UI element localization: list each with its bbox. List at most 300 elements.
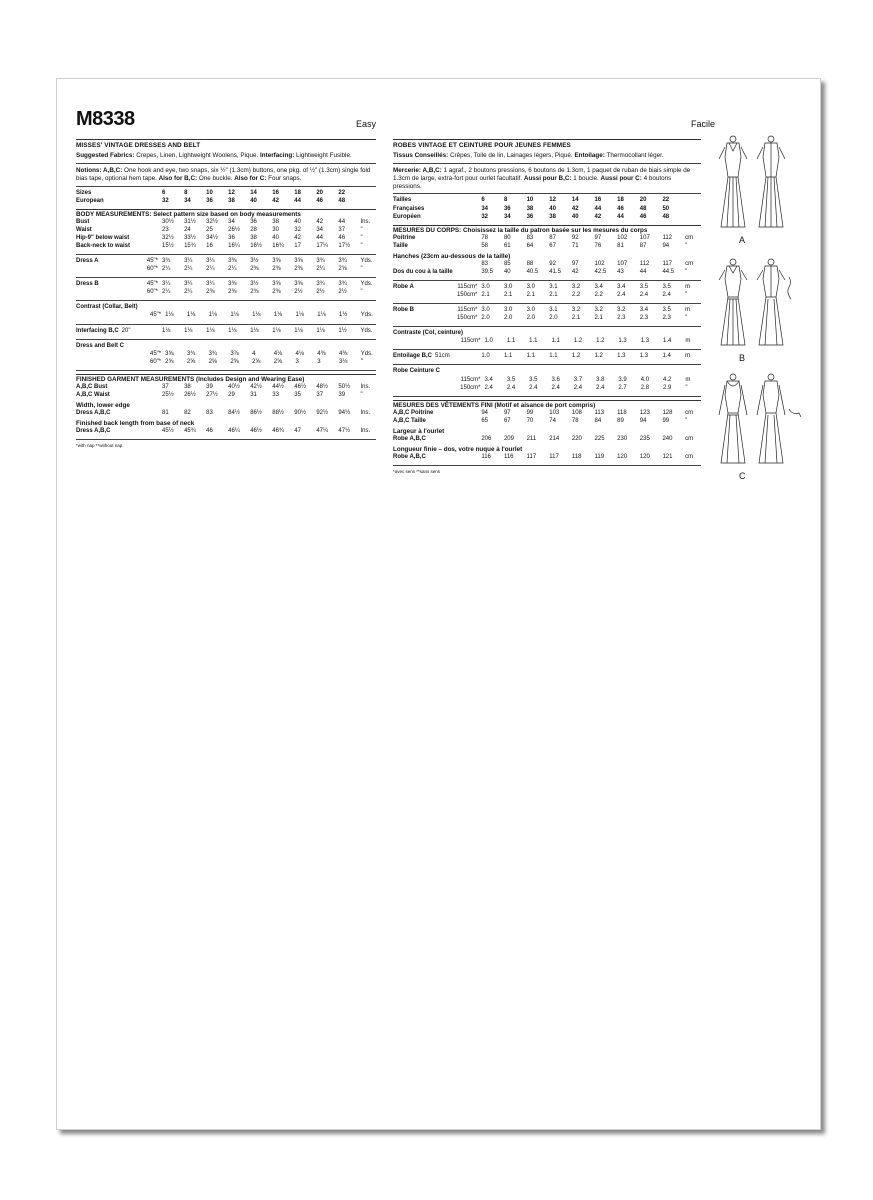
value-cell: 2.8 [640,384,650,391]
value-cell: 3.6 [551,376,560,383]
value-cell: 10 [206,189,213,196]
value-cell: 2.1 [549,291,558,298]
value-cell: 38 [184,383,191,390]
value-cell: 3⅝ [272,258,281,264]
value-cell: 230 [617,435,628,442]
value-cell: 121 [662,453,673,460]
value-cell: 112 [662,234,673,241]
value-cell: 2.4 [506,384,516,391]
value-cell: 3.4 [594,283,603,290]
value-cell: 4 [252,350,256,357]
body-measurements-table [76,219,376,251]
table-row [393,377,701,385]
table-row [76,343,376,351]
tissus-conseilles: Tissus Conseillés: Crêpes, Toile de lin, Lainages légers, Piqué. Entoilage: Thermocollant léger. [393,152,664,159]
value-cell: 40 [294,218,301,225]
value-cell: 2.3 [662,315,671,322]
dress-b-front-sketch [719,259,747,345]
length-table [76,428,376,436]
row-label [393,307,481,315]
table-row [393,261,701,269]
row-label: Dos du cou à la taille [393,268,453,275]
dress-sketches [705,127,815,527]
table-row [76,227,376,235]
unit-cell: " [685,268,688,275]
value-cell: 1.4 [662,353,671,360]
value-cell: 3.0 [481,307,490,313]
table-row [76,328,376,336]
value-cell: 12 [228,189,235,196]
value-cell: 58 [481,242,488,249]
table-row [76,289,376,297]
value-cell: 2.1 [594,315,603,322]
value-cell: 1.0 [481,353,490,360]
unit-cell: " [360,242,363,249]
table-row [393,410,701,418]
unit-cell [685,206,701,214]
value-cell: 32 [294,226,301,233]
yardage-label: Dress A [76,258,99,264]
value-cell: 123 [639,409,650,416]
unit-cell: " [360,226,363,233]
value-cell: 26½ [228,226,240,233]
value-cell: 2⅝ [208,358,217,365]
value-cell: 102 [617,234,628,241]
value-cell: 46½ [294,383,306,390]
value-cell: 37 [338,226,346,233]
value-cell: 3.1 [549,307,558,313]
table-row [76,351,376,359]
value-cell: 97 [571,260,579,267]
value-cell: 1.1 [526,353,535,360]
view-label-b: B [739,353,746,363]
value-cell: 2.0 [481,315,490,322]
suggested-fabrics: Suggested Fabrics: Crepes, Linen, Lightweight Woolens, Pique. Interfacing: Lightweight Fusible. [76,152,352,159]
divider [76,277,376,278]
unit-cell: " [360,391,363,398]
english-column [76,79,376,449]
row-label: Européen [393,213,421,220]
value-cell: 1⅛ [272,327,281,334]
value-cell: 94 [662,242,670,249]
value-cell: 3⅝ [294,281,303,288]
value-cell: 4.2 [663,376,672,383]
table-row [393,243,701,251]
dress-a-front-sketch [719,136,747,227]
value-cell: 26½ [184,391,196,398]
value-cell: 2.4 [529,384,538,391]
value-cell: 34 [503,213,511,220]
value-cell: 48 [662,213,670,220]
value-cell: 1.3 [618,338,627,345]
value-cell: 42 [294,234,301,241]
yardage-table [76,258,376,274]
table-row [76,243,376,251]
value-cell: 120 [639,453,650,460]
value-cell: 46 [639,213,647,220]
value-cell: 2⅝ [186,358,196,365]
unit-cell: " [685,315,688,322]
value-cell: 23 [162,226,169,233]
value-cell: 2¼ [162,266,171,273]
value-cell: 3.8 [596,376,605,383]
value-cell: 2⅝ [165,358,174,365]
table-row [76,281,376,289]
value-cell: 2¼ [162,289,171,296]
value-cell: 1⅛ [208,312,217,319]
unit-cell: " [685,242,688,249]
yardage-label: Contrast (Collar, Belt) [76,304,138,311]
value-cell: 46 [206,427,213,434]
value-cell: 3 [295,358,299,365]
unit-cell: Yds. [360,350,373,357]
value-cell: 44 [316,234,324,241]
value-cell: 64 [526,242,534,249]
table-row [393,315,701,323]
value-cell: 39 [338,391,346,398]
table-row [393,292,701,300]
row-label: Dress A,B,C [76,427,111,434]
value-cell: 16¾ [272,242,284,249]
value-cell: 118 [571,453,582,460]
width-label: 45"* [146,281,159,288]
table-row [393,307,701,315]
value-cell: 20 [639,197,647,204]
value-cell: 3.0 [503,307,513,313]
value-cell: 42½ [250,383,262,390]
row-label: A,B,C Bust [76,383,108,390]
value-cell: 3.9 [618,376,627,383]
value-cell: 94½ [338,409,351,416]
value-cell: 2.4 [596,384,605,391]
value-cell: 3.2 [617,307,626,313]
unit-cell: cm [685,409,694,416]
value-cell: 2.4 [662,291,671,298]
value-cell: 44 [639,268,647,275]
dress-a-back-sketch [757,136,785,227]
value-cell: 1.0 [484,338,493,345]
value-cell: 117 [662,260,673,267]
value-cell: 2¼ [228,266,237,273]
value-cell: 2⅜ [206,289,215,296]
table-row [76,384,376,392]
value-cell: 18 [617,197,624,204]
value-cell: 3¾ [208,350,217,357]
unit-cell: Yds. [360,312,373,319]
finished-title: FINISHED GARMENT MEASUREMENTS (Includes Design and Wearing Ease) [76,374,376,384]
value-cell: 3.4 [484,376,493,383]
unit-cell [685,197,701,205]
value-cell: 92 [571,234,579,241]
value-cell: 97 [503,409,511,416]
value-cell: 3⅛ [339,358,348,365]
value-cell: 4⅛ [295,350,304,357]
table-row [76,304,376,312]
value-cell: 214 [549,435,560,442]
value-cell: 32 [481,213,488,220]
value-cell: 2.2 [571,291,581,298]
french-title: ROBES VINTAGE ET CEINTURE POUR JEUNES FEMMES [393,139,701,150]
value-cell: 28 [250,226,257,233]
width-label: 45"* [146,258,159,264]
finished-title-fr: MESURES DES VÊTEMENTS FINI (Motif et aisance de port compris) [393,400,701,410]
value-cell: 40 [272,234,279,241]
value-cell: 2.1 [571,315,581,322]
value-cell: 14 [250,189,257,196]
table-row [393,418,701,426]
footnote: *with nap **without nap [76,442,123,448]
value-cell: 1.4 [663,338,672,345]
unit-cell: cm [685,453,694,460]
value-cell: 1⅛ [252,312,261,319]
value-cell: 2.1 [526,291,535,298]
body-measurements-table-fr [393,235,701,251]
value-cell: 80 [503,234,511,241]
body-measurements-title-fr: MESURES DU CORPS: Choisissez la taille du patron basée sur les mesures du corps [393,225,701,235]
value-cell: 3.0 [526,307,535,313]
footnote-fr: *avec sens **sans sens [393,468,441,474]
yardage-table [393,368,701,392]
value-cell: 3¼ [206,281,215,288]
unit-cell: m [685,283,691,290]
value-cell: 16 [594,197,602,204]
value-cell: 36 [206,197,213,204]
value-cell: 20 [316,189,324,196]
value-cell: 112 [639,260,650,267]
row-label: Taille [393,242,408,249]
table-row [76,359,376,367]
table-row [76,312,376,320]
value-cell: 50½ [338,383,351,390]
value-cell: 70 [526,417,534,424]
value-cell: 4⅜ [339,350,348,357]
value-cell: 46 [316,197,324,204]
row-label [393,284,481,292]
pattern-number: M8338 [76,108,135,130]
divider [393,349,701,350]
value-cell: 34 [316,226,324,233]
value-cell: 45¾ [184,427,196,434]
value-cell: 88 [526,260,534,267]
yardage-width: 51cm [435,353,450,360]
row-label [393,385,485,393]
value-cell: 83 [206,409,213,416]
value-cell: 16½ [250,242,262,249]
value-cell: 61 [503,242,511,249]
value-cell: 2.0 [549,315,558,322]
unit-cell: " [360,234,363,241]
value-cell: 1⅛ [186,312,196,319]
value-cell: 40 [250,197,257,204]
value-cell: 42 [571,205,579,212]
value-cell: 107 [617,260,628,267]
value-cell: 3⅝ [272,281,281,288]
value-cell: 3.5 [506,376,516,383]
value-cell: 32 [162,197,169,204]
value-cell: 15½ [162,242,174,249]
value-cell: 87 [549,234,556,241]
value-cell: 34 [228,218,235,225]
value-cell: 46 [617,205,624,212]
value-cell: 225 [594,435,605,442]
value-cell: 3.4 [639,307,649,313]
width-table [76,410,376,418]
value-cell: 36 [228,234,235,241]
french-column [393,79,715,474]
value-cell: 4⅜ [317,350,326,357]
value-cell: 2.3 [639,315,649,322]
value-cell: 1½ [339,312,348,319]
value-cell: 48 [639,205,647,212]
value-cell: 1⅛ [295,312,304,319]
size-table-fr [393,197,701,221]
row-label [393,353,481,361]
value-cell: 2⅜ [228,289,237,296]
value-cell: 86½ [250,409,262,416]
value-cell: 3⅜ [228,281,237,288]
value-cell: 18 [294,189,301,196]
value-cell: 1⅛ [165,312,174,319]
width-label: 60"* [146,289,159,296]
value-cell: 120 [617,453,628,460]
value-cell: 3¾ [162,258,171,264]
value-cell: 46¾ [272,427,284,434]
value-cell: 34 [481,205,488,212]
value-cell: 82 [184,409,191,416]
value-cell: 240 [662,435,673,442]
yardage-label: Robe A [393,283,414,290]
unit-cell: Yds. [360,281,373,288]
value-cell: 2¼ [184,266,193,273]
value-cell: 22 [662,197,670,204]
divider [76,339,376,340]
row-label [76,343,376,351]
table-row [393,436,701,444]
value-cell: 116 [503,453,514,460]
value-cell: 16¼ [228,242,240,249]
divider [76,370,376,371]
value-cell: 1.2 [594,353,603,360]
hip-title-fr: Hanches (23cm au-dessous de la taille) [393,252,511,260]
value-cell: 16 [206,242,213,249]
value-cell: 3.5 [639,283,649,290]
value-cell: 37 [162,383,169,390]
divider [393,326,701,327]
value-cell: 3.1 [549,283,558,290]
unit-cell: cm [685,234,694,241]
value-cell: 2¼ [206,266,215,273]
value-cell: 36 [503,205,511,212]
table-row [76,219,376,227]
table-row [76,410,376,418]
value-cell: 1.2 [571,353,581,360]
value-cell: 1.3 [640,338,650,345]
value-cell: 40 [549,205,556,212]
mercerie: Mercerie: A,B,C: 1 agraf., 2 boutons pressions, 6 boutons de 1.3cm, 1 paquet de ruban de biais simple de 1.3cm de large, extra-fort pour ourlet facultatif. Aussi pour B,C: 1 boucle. Aussi pour C: 4 boutons pressions. [393,166,691,190]
value-cell: 2⅜ [250,266,259,273]
value-cell: 10 [526,197,534,204]
value-cell: 3¾ [316,258,325,264]
value-cell: 2½ [316,289,325,296]
value-cell: 34 [184,197,191,204]
unit-cell: m [685,338,691,345]
value-cell: 81 [162,409,169,416]
length-title: Finished back length from base of neck [76,419,195,427]
value-cell: 90½ [294,409,306,416]
value-cell: 2⅝ [338,266,347,273]
unit-cell: Ins. [360,427,371,434]
value-cell: 15¾ [184,242,196,249]
value-cell: 1⅛ [230,312,239,319]
table-row [76,392,376,400]
value-cell: 1⅛ [206,327,215,334]
value-cell: 1⅛ [294,327,303,334]
value-cell: 211 [526,435,537,442]
divider [76,300,376,301]
value-cell: 17 [294,242,301,249]
yardage-label: Interfacing B,C [76,327,119,334]
value-cell: 88½ [272,409,284,416]
value-cell: 3.5 [662,307,671,313]
value-cell: 17½ [338,242,351,249]
value-cell: 1.3 [639,353,649,360]
unit-cell: Ins. [360,409,371,416]
value-cell: 1½ [338,327,347,334]
difficulty-level-fr: Facile [690,119,715,129]
value-cell: 3¾ [186,350,196,357]
value-cell: 1.2 [573,338,583,345]
value-cell: 220 [571,435,582,442]
unit-cell: Ins. [360,383,371,390]
row-label: Françaises [393,205,425,212]
width-label: 150cm* [456,315,478,322]
yardage-label: Robe Ceinture C [393,368,441,375]
value-cell: 94 [639,417,647,424]
value-cell: 99 [526,409,534,416]
value-cell: 67 [549,242,556,249]
unit-cell: Yds. [360,327,373,334]
value-cell: 1.1 [551,338,560,345]
value-cell: 87 [639,242,647,249]
table-row [393,197,701,205]
row-label [393,368,701,376]
table-row [393,206,701,214]
value-cell: 8 [184,189,188,196]
value-cell: 83 [526,234,534,241]
value-cell: 30½ [162,218,174,225]
pattern-sheet [56,78,821,1130]
row-label: Tailles [393,197,412,204]
value-cell: 3¾ [338,281,347,288]
table-row [393,368,701,376]
value-cell: 2.2 [594,291,603,298]
unit-cell: " [685,417,688,424]
row-label: Poitrine [393,234,416,241]
unit-cell: Ins. [360,218,371,225]
value-cell: 209 [503,435,514,442]
row-label: Robe A,B,C [393,435,426,442]
value-cell: 1.2 [596,338,605,345]
value-cell: 2⅝ [252,358,261,365]
value-cell: 89 [617,417,624,424]
row-label [76,266,162,274]
value-cell: 44 [594,205,602,212]
value-cell: 118 [617,409,627,416]
value-cell: 31 [250,391,257,398]
row-label [76,328,162,336]
value-cell: 3.0 [481,283,490,290]
view-sketches [705,127,815,527]
